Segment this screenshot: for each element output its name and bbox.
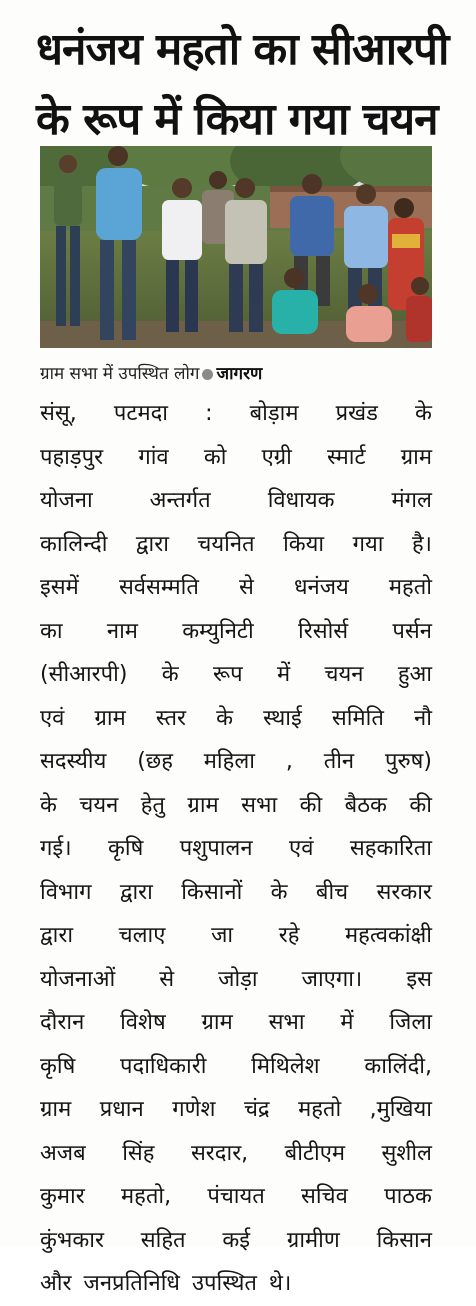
body-word: जाएगा। xyxy=(301,966,363,992)
bullet-dot-icon xyxy=(202,369,213,380)
body-word: जिला xyxy=(389,1010,432,1035)
body-word: बैठक xyxy=(344,792,387,818)
body-word: सर्वसम्मति xyxy=(118,575,199,600)
body-word: रहे xyxy=(278,923,300,948)
body-word: जनप्रतिनिधि xyxy=(83,1271,180,1296)
body-word: मंगल xyxy=(391,488,432,513)
body-word: है। xyxy=(411,531,432,557)
body-word: की xyxy=(299,792,323,818)
body-word: : xyxy=(205,401,213,426)
body-word: महतो xyxy=(388,575,432,600)
body-line xyxy=(40,1262,432,1306)
body-word: रूप xyxy=(213,662,243,687)
body-word: सुशील xyxy=(381,1140,432,1166)
photo-caption-line xyxy=(40,360,432,388)
body-line xyxy=(40,1045,432,1089)
body-line xyxy=(40,436,432,480)
body-word: चयन xyxy=(79,792,119,818)
body-word: किसानों xyxy=(181,879,243,905)
body-word: पहाड़पुर xyxy=(40,444,104,470)
body-word: एवं xyxy=(40,705,65,731)
body-word: चयनित xyxy=(197,531,255,557)
body-word: कम्युनिटी xyxy=(182,618,254,644)
body-word: ग्राम xyxy=(187,792,219,818)
body-word: के xyxy=(415,401,432,426)
body-line xyxy=(40,610,432,654)
body-line xyxy=(40,914,432,958)
body-word: इस xyxy=(406,966,432,992)
body-word: पशुपालन xyxy=(179,836,253,861)
body-word: , xyxy=(285,749,293,774)
body-word: उपस्थित xyxy=(191,1271,257,1296)
body-word: ग्राम xyxy=(94,705,126,731)
headline-line-1: धनंजय महतो का सीआरपी xyxy=(36,24,449,75)
body-word: (छह xyxy=(137,749,173,774)
body-word: कुंभकार xyxy=(40,1227,104,1253)
body-word: कृषि xyxy=(40,1053,76,1079)
body-word: संसू, xyxy=(40,401,77,426)
body-word: महतो xyxy=(298,1097,342,1122)
news-photo xyxy=(40,146,432,348)
body-word: सहित xyxy=(140,1227,186,1253)
body-word: के xyxy=(161,662,179,687)
body-word: में xyxy=(340,1010,354,1035)
body-word: विशेष xyxy=(120,1010,166,1035)
body-word: से xyxy=(159,966,175,992)
body-word: कई xyxy=(222,1227,251,1253)
body-line xyxy=(40,1219,432,1263)
body-word: और xyxy=(40,1271,72,1296)
body-word: महत्वकांक्षी xyxy=(345,923,432,948)
body-word: किया xyxy=(283,531,325,557)
body-word: विधायक xyxy=(267,488,335,513)
body-word: कालिन्दी xyxy=(40,531,108,557)
body-word: से xyxy=(238,575,254,600)
body-word: सहकारिता xyxy=(349,836,432,861)
body-word: जा xyxy=(211,923,234,948)
body-word: प्रखंड xyxy=(335,401,378,426)
body-word: द्वारा xyxy=(119,879,153,905)
body-word: (सीआरपी) xyxy=(40,662,128,687)
body-word: चयन xyxy=(324,662,364,687)
body-word: पदाधिकारी xyxy=(120,1053,207,1079)
body-word: कुमार xyxy=(40,1184,85,1209)
article-body xyxy=(40,392,432,1306)
body-word: ग्रामीण xyxy=(286,1227,340,1253)
body-word: अजब xyxy=(40,1140,86,1166)
body-word: सदस्यीय xyxy=(40,749,107,774)
body-word: गांव xyxy=(138,444,169,470)
body-line xyxy=(40,1175,432,1219)
body-word: इसमें xyxy=(40,575,79,600)
body-word: नौ xyxy=(414,705,432,731)
body-line xyxy=(40,871,432,915)
body-word: स्थाई xyxy=(263,705,302,731)
body-word: में xyxy=(277,662,291,687)
body-word: महिला xyxy=(203,749,255,774)
photo-caption: ग्राम सभा में उपस्थित लोग xyxy=(40,364,200,384)
body-word: ग्राम xyxy=(40,1097,72,1122)
body-word: रिसोर्स xyxy=(298,618,349,644)
body-line xyxy=(40,523,432,567)
body-word: द्वारा xyxy=(40,923,74,948)
body-word: कालिंदी, xyxy=(364,1053,432,1079)
body-word: बीच xyxy=(315,879,349,905)
body-word: स्मार्ट xyxy=(327,444,366,470)
body-word: बोड़ाम xyxy=(249,401,299,426)
body-word: ग्राम xyxy=(201,1010,233,1035)
body-word: समिति xyxy=(331,705,384,731)
body-word: के xyxy=(40,792,57,818)
body-line xyxy=(40,653,432,697)
body-word: ग्राम xyxy=(400,444,432,470)
body-word: पुरुष) xyxy=(385,749,432,774)
photo-credit: जागरण xyxy=(216,364,263,384)
body-word: पटमदा xyxy=(113,401,168,426)
body-word: जोड़ा xyxy=(218,966,258,992)
body-word: हेतु xyxy=(140,792,165,818)
body-word: प्रधान xyxy=(99,1097,144,1122)
body-line xyxy=(40,1088,432,1132)
body-word: हुआ xyxy=(397,662,432,687)
body-word: स्तर xyxy=(155,705,186,731)
body-word: विभाग xyxy=(40,879,92,905)
body-word: महतो, xyxy=(121,1184,172,1209)
body-line xyxy=(40,1132,432,1176)
body-word: बीटीएम xyxy=(284,1140,346,1166)
body-word: सरदार, xyxy=(190,1140,249,1166)
body-word: की xyxy=(409,792,432,818)
body-word: धनंजय xyxy=(293,575,349,600)
body-word: का xyxy=(40,618,63,644)
body-word: सभा xyxy=(241,792,278,818)
body-word: सिंह xyxy=(122,1140,155,1166)
body-word: नाम xyxy=(106,618,138,644)
group-photo-illustration xyxy=(40,146,432,348)
body-word: चलाए xyxy=(118,923,166,948)
body-word: एग्री xyxy=(261,444,292,470)
body-word: ,मुखिया xyxy=(369,1097,432,1122)
body-line xyxy=(40,827,432,871)
body-word: को xyxy=(203,444,227,470)
body-line xyxy=(40,479,432,523)
body-word: गणेश xyxy=(172,1097,216,1122)
body-word: के xyxy=(216,705,234,731)
body-line xyxy=(40,958,432,1002)
body-word: तीन xyxy=(323,749,355,774)
body-line xyxy=(40,784,432,828)
body-word: गया xyxy=(352,531,384,557)
body-line xyxy=(40,392,432,436)
body-word: के xyxy=(270,879,288,905)
body-word: थे। xyxy=(268,1271,292,1296)
body-word: गई। xyxy=(40,836,72,861)
body-word: सरकार xyxy=(376,879,432,905)
body-word: पर्सन xyxy=(392,618,432,644)
body-word: द्वारा xyxy=(135,531,169,557)
body-word: पाठक xyxy=(384,1184,432,1209)
body-word: अन्तर्गत xyxy=(149,488,211,513)
body-line xyxy=(40,566,432,610)
body-word: पंचायत xyxy=(207,1184,265,1209)
body-word: कृषि xyxy=(108,836,144,861)
body-word: किसान xyxy=(376,1227,432,1253)
headline-line-2: के रूप में किया गया चयन xyxy=(36,94,438,145)
body-line xyxy=(40,740,432,784)
body-word: चंद्र xyxy=(243,1097,270,1122)
body-word: एवं xyxy=(289,836,314,861)
body-line xyxy=(40,697,432,741)
body-word: सभा xyxy=(268,1010,305,1035)
body-word: योजना xyxy=(40,488,93,513)
body-word: योजनाओं xyxy=(40,966,116,992)
body-word: दौरान xyxy=(40,1010,85,1035)
body-word: सचिव xyxy=(301,1184,348,1209)
body-line xyxy=(40,1001,432,1045)
body-word: मिथिलेश xyxy=(251,1053,320,1079)
